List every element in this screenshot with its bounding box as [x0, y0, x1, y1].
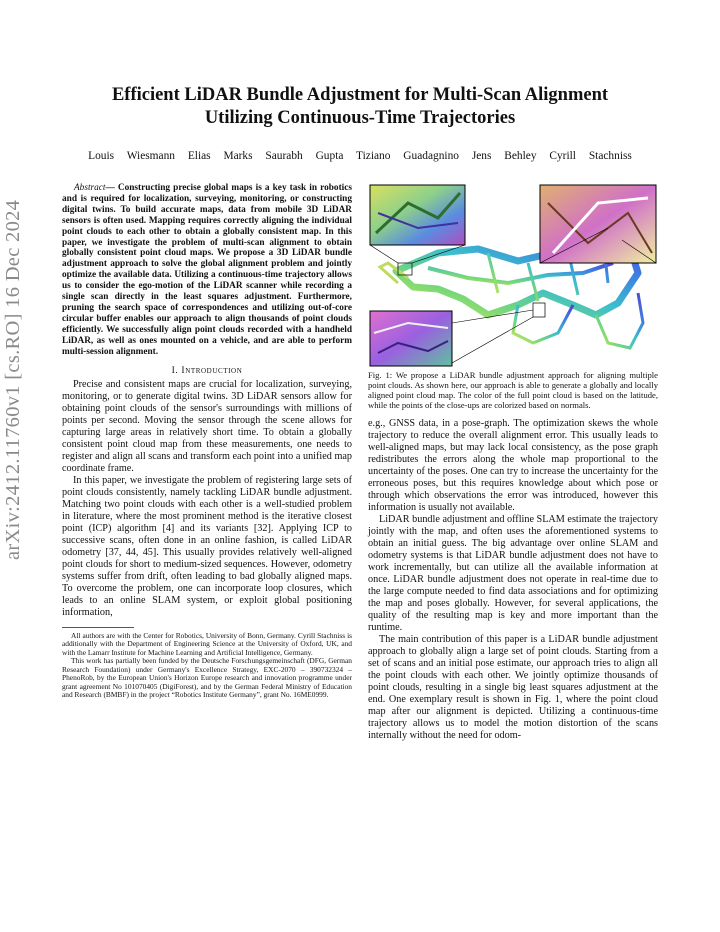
intro-paragraph-2: In this paper, we investigate the problem of registering large sets of point clouds consistently, namely tackling LiDAR bundle adjustment. Matching two point clouds with each other is a well-studied problem in literature, where the most prominent method is the iterative closest point (ICP) algorithm [4] and its variants [32]. Applying ICP to successive scans, often done in an online fashion, is called LiDAR odometry [37, 44, 45]. This usually provides relatively well-aligned point clouds for short to medium-sized sequences. However, odometry systems suffer from drift, often leading to bad globally aligned maps. To overcome the problem, one can incorporate loop closures, which leads to an online SLAM system, or exploit global positioning information, [62, 474, 352, 618]
figure-1-caption: Fig. 1: We propose a LiDAR bundle adjustment approach for aligning multiple point clouds. As shown here, our approach is able to generate a globally and locally aligned point cloud map. The color of the full point cloud is based on the latitude, while the points of the close-ups are colorized based on normals. [368, 370, 658, 410]
right-body-text [368, 418, 658, 742]
figure-1-point-cloud-map [368, 183, 658, 368]
point-cloud-figure-graphic [368, 183, 658, 368]
right-paragraph-2: LiDAR bundle adjustment and offline SLAM estimate the trajectory jointly with the map, and often uses the aforementioned systems to obtain an initial guess. The big advantage over online SLAM and odometry systems is that LiDAR bundle adjustment does not have to work incrementally, but can utilize all the available information at once. LiDAR bundle adjustment does not operate in real-time due to the large compute needed to find data associations and for optimizing the map and poses globally. However, for several applications, the quality of the resulting map is key and more important than the runtime. [368, 513, 658, 633]
right-paragraph-3: The main contribution of this paper is a LiDAR bundle adjustment approach to globally align a large set of point clouds. Starting from a set of scans and an initial pose estimate, our approach tries to align all the point clouds with each other. We jointly optimize thousands of point clouds, resulting in a single big least squares adjustment at the end. One exemplary result is shown in Fig. 1, where the point cloud map after our alignment is depicted. Utilizing a continuous-time trajectory allows us to model the motion distortion of the scans internally without the need for odom- [368, 633, 658, 741]
title-line-1: Efficient LiDAR Bundle Adjustment for Multi-Scan Alignment [111, 85, 609, 105]
abstract-lead: Abstract [74, 183, 106, 193]
abstract [62, 183, 352, 358]
section-heading-introduction: I. Introduction [171, 364, 243, 376]
title-line-2: Utilizing Continuous-Time Trajectories [204, 108, 516, 128]
right-column [368, 183, 658, 742]
footnote-divider [62, 627, 134, 628]
abstract-text: — Constructing precise global maps is a key task in robotics and is required for localization, surveying, monitoring, or constructing digital twins. To build accurate maps, data from mobile 3D LiDAR sensors is often used. Mapping requires correctly aligning the individual point clouds to each other to obtain a globally consistent map. In this paper, we investigate the problem of multi-scan alignment to obtain globally consistent point cloud maps. We propose a 3D LiDAR bundle adjustment approach to solve the global alignment problem and jointly optimize the available data. Utilizing a continuous-time trajectory allows us to consider the ego-motion of the LiDAR scanner while recording a single scan directly in the least squares adjustment. Furthermore, pruning the search space of correspondences and utilizing out-of-core circular buffer enables our approach to align thousands of point clouds efficiently. We successfully align point clouds recorded with a handheld LiDAR, as well as ones mounted on a vehicle, and are able to perform multi-session alignment. [62, 183, 352, 357]
footnote-funding: This work has partially been funded by the Deutsche Forschungsgemeinschaft (DFG, German Research Foundation) under Germany's Excellence Strategy, EXC-2070 – 390732324 – PhenoRob, by the European Union's Horizon Europe research and innovation programme under grant agreement No 101070405 (DigiForest), and by the German Federal Ministry of Education and Research (BMBF) in the project “Robotics Institute Germany”, grant No. 16ME0999. [62, 656, 352, 699]
footnote-affiliations: All authors are with the Center for Robotics, University of Bonn, Germany. Cyrill Stachniss is additionally with the Department of Engineering Science at the University of Oxford, UK, and with the Lamarr Institute for Machine Learning and Artificial Intelligence, Germany. [62, 630, 352, 657]
intro-paragraph-1: Precise and consistent maps are crucial for localization, surveying, monitoring, or to generate digital twins. 3D LiDAR sensors allow for obtaining point clouds of the sensor's surroundings with millions of points per second. Moving the sensor through the scene allows for capturing large areas in relatively short time. To obtain a globally consistent point cloud map from these measurements, one needs to register and align all scans and transform each point into a unified map coordinate frame. [62, 378, 352, 474]
right-paragraph-1: e.g., GNSS data, in a pose-graph. The optimization skews the whole trajectory to reduce the overall alignment error. This usually leads to well-aligned maps, but may lack local consistency, as the pose graph redistributes the errors along the whole map proportional to the uncertainty of the poses. One can try to increase the uncertainty for the erroneous poses, but this requires knowledge about which pose or through which observations the error was introduced, however this information is usually not available. [368, 417, 658, 513]
closeup-inset-bottom-left [370, 310, 533, 366]
author-list: Louis Wiesmann Elias Marks Saurabh Gupta Tiziano Guadagnino Jens Behley Cyrill Stachniss [88, 150, 632, 162]
paper-title [60, 84, 660, 130]
closeup-inset-top-right [540, 185, 656, 263]
left-column [62, 183, 352, 700]
arxiv-stamp: arXiv:2412.11760v1 [cs.RO] 16 Dec 2024 [2, 199, 24, 560]
